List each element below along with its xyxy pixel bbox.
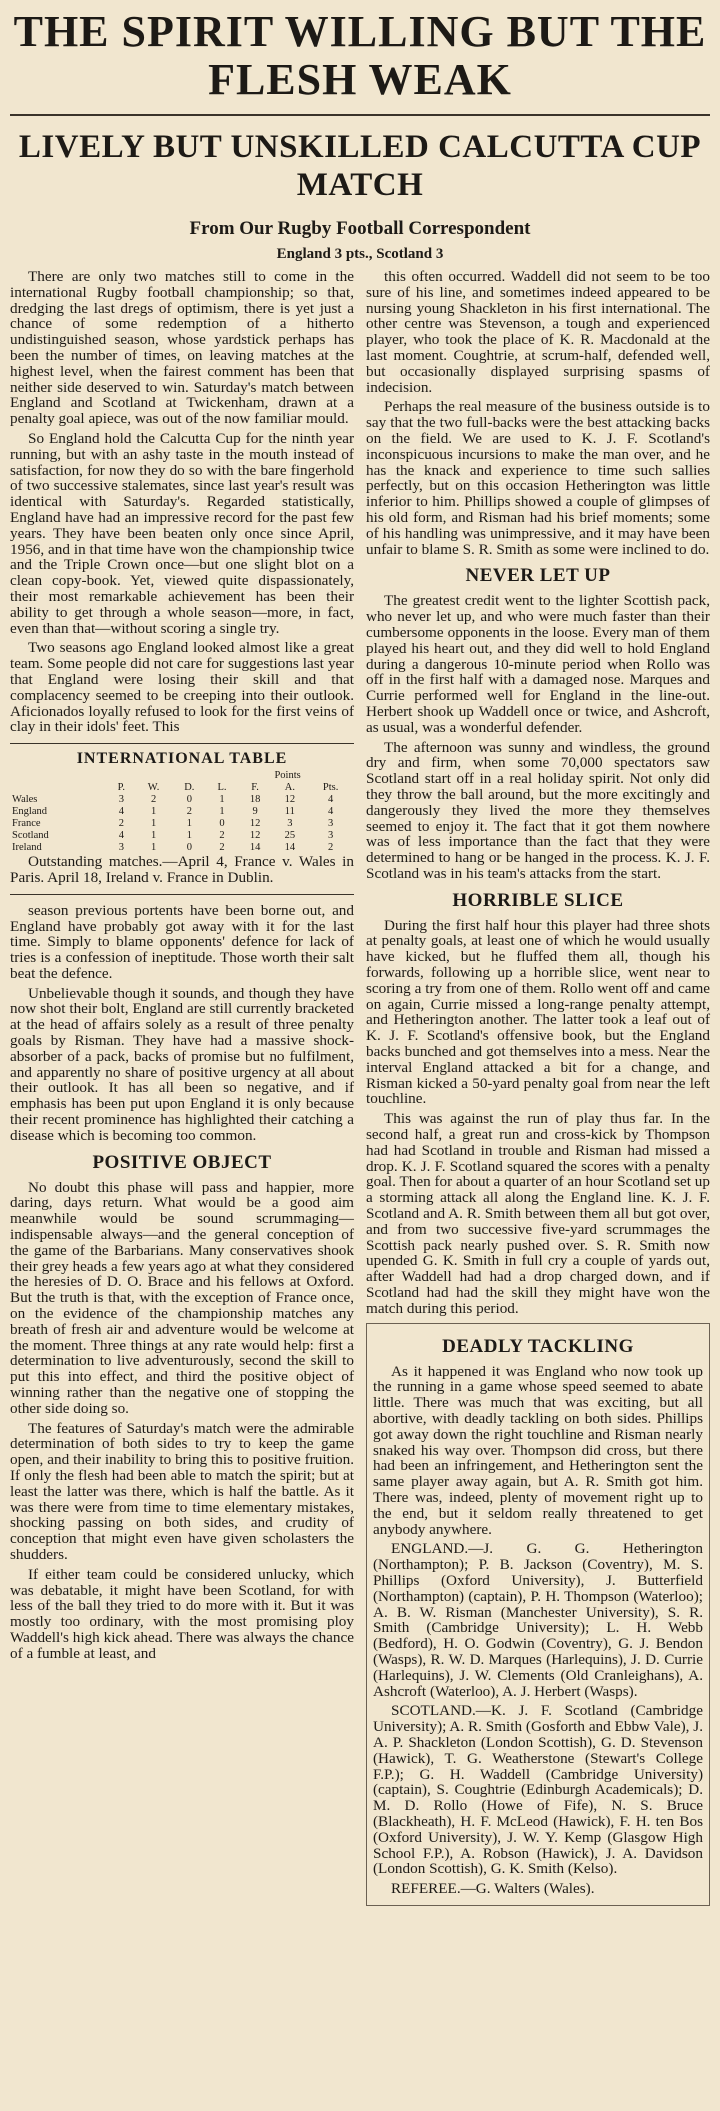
table-cell: 1 <box>219 806 225 818</box>
table-cell: 0 <box>186 794 192 806</box>
continuation-box <box>366 1323 710 1906</box>
table-cell: 0 <box>219 818 225 830</box>
table-cell: 14 <box>284 842 296 854</box>
paragraph: Two seasons ago England looked almost like a great team. Some people did not care for suggestions last year that England were losing their skill and that complacency seemed to be creeping into their outlook. Aficionados loyally refused to look for the first veins of clay in their idols' feet. This <box>10 639 354 736</box>
column-header: Pts. <box>322 782 339 794</box>
table-cell: 3 <box>328 818 334 830</box>
subheading: HORRIBLE SLICE <box>452 889 624 911</box>
column-left <box>10 269 354 1906</box>
team-name: Scotland <box>12 830 49 842</box>
table-cell: 4 <box>328 794 334 806</box>
table-cell: 4 <box>118 830 124 842</box>
table-cell: 2 <box>186 806 192 818</box>
team-name: Wales <box>12 794 38 806</box>
column-header: W. <box>147 782 160 794</box>
column-header <box>10 782 108 794</box>
paragraph: season previous portents have been borne out, and England have probably got away with it for the last time. Simply to blame opponents' defence for lack of tries is a confession of ineptitude. Those worth their salt beat the defence. <box>10 901 354 982</box>
paragraph: During the first half hour this player had three shots at penalty goals, at least one of which he would usually have kicked, but he fluffed them all, though his forwards, following up a horrible slice, went near to scoring a try from one of them. Rollo went off and came on again, Currie missed a long-range penalty attempt, and Hetherington another. The latter took a leaf out of K. J. F. Scotland's offensive book, but the England backs bunched and got themselves into a mess. Near the interval England attacked a bit for a change, and Risman kicked a 50-yard penalty goal from near the left touchline. <box>366 916 710 1108</box>
table-cell: 1 <box>150 818 157 830</box>
table-cell: 1 <box>186 830 192 842</box>
table-cell: 25 <box>284 830 296 842</box>
table-cell: 1 <box>150 842 157 854</box>
table-cell: 3 <box>287 818 293 830</box>
table-cell: 4 <box>118 806 124 818</box>
referee-line: REFEREE.—G. Walters (Wales). <box>391 1880 595 1898</box>
team-name: England <box>12 806 47 818</box>
paragraph: If either team could be considered unlucky, which was debatable, it might have been Scotland, for with less of the ball they tried to do more with it. But it was mostly too ordinary, with the most promising ploy Waddell's high kick ahead. There was always the chance of a fumble at least, and <box>10 1565 354 1662</box>
table-header-row <box>10 782 354 794</box>
table-title: INTERNATIONAL TABLE <box>76 750 288 768</box>
column-right <box>366 269 710 1906</box>
column-header: F. <box>251 782 259 794</box>
table-points-row <box>10 770 354 782</box>
table-cell: 1 <box>150 806 157 818</box>
table-cell: 12 <box>249 830 261 842</box>
table-cell: 2 <box>219 842 225 854</box>
paragraph: As it happened it was England who now took up the running in a game whose speed seemed to abate little. There was much that was exciting, but all abortive, with deadly tackling on both sides. Phillips got away down the right touchline and Risman nearly snaked his way over. Thompson did cross, but there had been an infringement, and Hetherington sent the same player away again, but A. R. Smith got him. There was, indeed, plenty of movement right up to the end, but it seldom really threatened to get anybody anywhere. <box>373 1362 703 1538</box>
standings-table <box>10 770 354 854</box>
match-result: England 3 pts., Scotland 3 <box>276 246 444 262</box>
paragraph: Unbelievable though it sounds, and though they have now shot their bolt, England are still currently bracketed at the head of affairs solely as a result of three penalty goals by Risman. They have had a massive shock-absorber of a pack, backs of promise but no fulfilment, and apparently no share of positive urgency at all about their outlook. It has all been so negative, and if emphasis has been put upon England it is only because their recent prominence has highlighted their catching a disease which is becoming too common. <box>10 984 354 1144</box>
england-team-list: ENGLAND.—J. G. G. Hetherington (Northampton); P. B. Jackson (Coventry), M. S. Phillips (Oxford University), J. Butterfield (Northampton) (captain), P. H. Thompson (Waterloo); A. B. W. Risman (Manchester University), S. R. Smith (Cambridge University); L. H. Webb (Bedford), H. O. Godwin (Coventry), G. J. Bendon (Wasps), R. W. D. Marques (Harlequins), J. D. Currie (Harlequins), J. W. Clements (Old Cranleighans), A. Ashcroft (Waterloo), A. J. Herbert (Wasps). <box>373 1540 703 1700</box>
paragraph: this often occurred. Waddell did not seem to be too sure of his line, and sometimes indeed appeared to be nursing young Shackleton in his first international. The other centre was Stevenson, a tough and experienced player, who took the place of K. R. Macdonald at the last moment. Coughtrie, at scrum-half, defended well, but occasionally displayed surprising spasms of indecision. <box>366 268 710 396</box>
table-row <box>10 830 354 842</box>
paragraph: Perhaps the real measure of the business outside is to say that the two full-backs were the best attacking backs on the field. We are used to K. J. F. Scotland's inconspicuous incursions to make the man over, and he has the knack and experience to time such sallies perfectly, but on this occasion Hetherington was little inferior to him. Phillips showed a couple of glimpses of his old form, and Risman had his brief moments; some of his handling was unimpressive, and it may have been unfair to blame S. R. Smith as some were inclined to do. <box>366 398 710 558</box>
table-cell: 11 <box>284 806 295 818</box>
subheading: DEADLY TACKLING <box>442 1335 634 1357</box>
table-row <box>10 806 354 818</box>
subheading: NEVER LET UP <box>465 565 611 587</box>
scotland-team-list: SCOTLAND.—K. J. F. Scotland (Cambridge University); A. R. Smith (Gosforth and Ebbw Vale), J. A. P. Shackleton (London Scottish), G. D. Stevenson (Hawick), T. G. Weatherstone (Stewart's College F.P.); G. H. Waddell (Cambridge University) (captain), S. Coughtrie (Edinburgh Academicals); D. M. D. Rollo (Howe of Fife), N. S. Bruce (Blackheath), H. F. McLeod (Hawick), F. H. ten Bos (Oxford University), J. W. Y. Kemp (Glasgow High School F.P.), A. Robson (Hawick), J. A. Davidson (London Scottish), G. K. Smith (Kelso). <box>373 1702 703 1878</box>
table-cell: 0 <box>186 842 192 854</box>
paragraph: This was against the run of play thus far. In the second half, a great run and cross-kick by Thompson had had Scotland in trouble and Risman had missed a drop. K. J. F. Scotland squared the scores with a penalty goal. Then for about a quarter of an hour Scotland set up a storming attack all along the England line. K. J. F. Scotland and A. R. Smith between them all but got over, and from two successive five-yard scrummages the Scottish pack nearly pushed over. S. R. Smith now upended G. K. Smith in full cry a couple of yards out, after Waddell had had a drop charged down, and if Scotland had had the skill they might have won the match during this period. <box>366 1110 710 1317</box>
paragraph: The afternoon was sunny and windless, the ground dry and firm, when some 70,000 spectators saw Scotland start off in a real holiday spirit. Not only did they throw the ball around, but the more excitingly and dangerously they lived the more they themselves seemed to enjoy it. The fact that it got them nowhere was of less importance than the fact that they were determined to hang or be hanged in the process. K. J. F. Scotland was in his team's attacks from the start. <box>366 738 710 882</box>
table-cell: 3 <box>118 842 124 854</box>
paragraph: No doubt this phase will pass and happier, more daring, days return. What would be a good aim meanwhile would be sound scrummaging—indispensable always—and the general conception of the game of the Barbarians. Many conservatives shook their grey heads a few years ago at what they considered the heresies of D. O. Brace and his fellows at Oxford. But the truth is that, with the exception of France once, on the evidence of the championship matches any breath of fresh air and adventure would be welcome at the moment. Three things at any rate would help: first a determination to live adventurously, second the skill to put this into effect, and third the positive object of winning rather than the negative one of stopping the other side doing so. <box>10 1178 354 1417</box>
table-cell: 3 <box>328 830 334 842</box>
team-name: France <box>12 818 41 830</box>
table-cell: 12 <box>249 818 261 830</box>
table-cell: 2 <box>219 830 225 842</box>
paragraph: The greatest credit went to the lighter Scottish pack, who never let up, and who were much faster than their cumbersome opponents in the loose. Every man of them played his heart out, and they did well to hold England during a dangerous 10-minute period when Rollo was off in the first half with a damaged nose. Marques and Currie performed well for England in the line-out. Herbert shook up Waddell once or twice, and Ashcroft, as usual, was a wonderful defender. <box>366 592 710 736</box>
table-cell: 9 <box>252 806 258 818</box>
table-note: Outstanding matches.—April 4, France v. Wales in Paris. April 18, Ireland v. France in Dublin. <box>10 853 354 886</box>
table-cell: 4 <box>328 806 334 818</box>
paragraph: There are only two matches still to come in the international Rugby football championship; so that, dredging the last dregs of optimism, there is yet just a chance of some redemption of a hitherto undistinguished season, whose yardstick perhaps has been the number of times, on leaving matches at the highest level, when the fairest comment has been that neither side deserved to win. Saturday's match between England and Scotland at Twickenham, drawn at a penalty goal apiece, was out of the now familiar mould. <box>10 268 354 428</box>
column-header: L. <box>217 782 227 794</box>
table-cell: 1 <box>219 794 225 806</box>
table-cell: 1 <box>186 818 192 830</box>
column-header: A. <box>284 782 295 794</box>
table-cell: 12 <box>284 794 296 806</box>
table-row <box>10 794 354 806</box>
byline: From Our Rugby Football Correspondent <box>189 218 531 239</box>
article-columns <box>10 269 710 1906</box>
table-cell: 2 <box>118 818 124 830</box>
table-cell: 1 <box>150 830 157 842</box>
paragraph: So England hold the Calcutta Cup for the ninth year running, but with an ashy taste in the mouth instead of satisfaction, for now they do so with the bare fingerhold of two successive stalemates, since last year's result was identical with Saturday's. Regarded statistically, England have had an impressive record for the past few years. They have been beaten only once since April, 1956, and in that time have won the championship twice and the Triple Crown once—but one slight blot on a clean copy-book. Yet, viewed quite dispassionately, their most remarkable achievement has been their ability to get through a whole season—more, in fact, even than that—without scoring a single try. <box>10 429 354 637</box>
paragraph: The features of Saturday's match were the admirable determination of both sides to try to keep the game open, and their inability to bring this to positive fruition. If only the flesh had been able to match the spirit; but at least the latter was there, which is half the battle. As it was there were from time to time elementary mistakes, shocking passing on both sides, and crudity of conception that might even have given scholasters the shudders. <box>10 1419 354 1563</box>
points-label: Points <box>274 770 301 782</box>
international-table <box>10 743 354 895</box>
subheadline: LIVELY BUT UNSKILLED CALCUTTA CUP MATCH <box>18 129 702 203</box>
headline: THE SPIRIT WILLING BUT THE FLESH WEAK <box>13 7 707 104</box>
headline-divider <box>10 114 710 116</box>
table-cell: 3 <box>118 794 124 806</box>
column-header: P. <box>117 782 125 794</box>
team-name: Ireland <box>12 842 42 854</box>
table-cell: 14 <box>249 842 261 854</box>
column-header: D. <box>184 782 195 794</box>
table-cell: 2 <box>328 842 334 854</box>
table-row <box>10 818 354 830</box>
table-cell: 18 <box>249 794 261 806</box>
subheading: POSITIVE OBJECT <box>92 1151 272 1173</box>
table-cell: 2 <box>150 794 157 806</box>
